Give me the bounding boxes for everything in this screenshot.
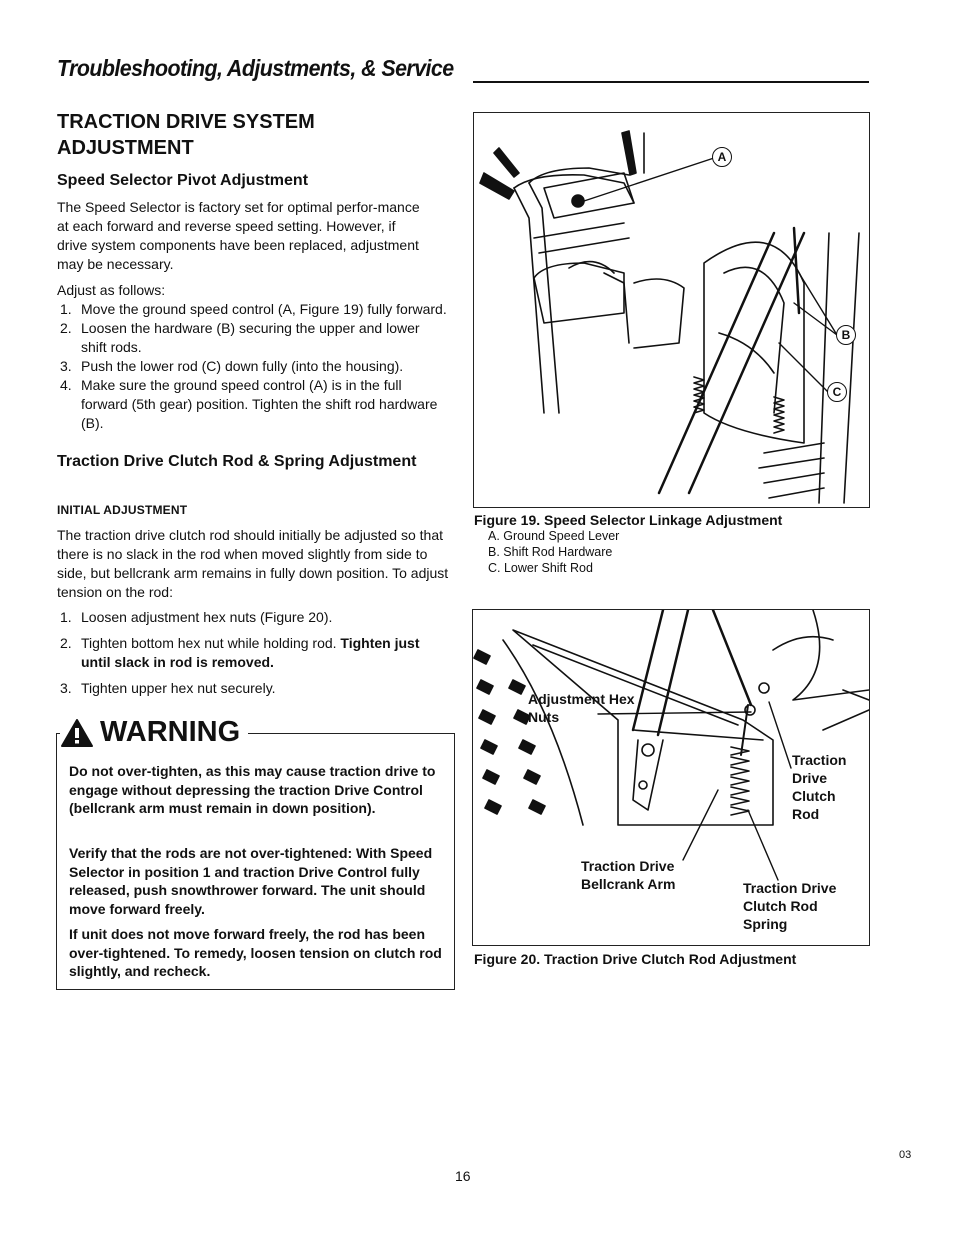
legend-item: B. Shift Rod Hardware <box>488 545 613 559</box>
label-traction-drive-clutch-rod-spring: Traction Drive Clutch Rod Spring <box>743 880 837 932</box>
legend-item: C. Lower Shift Rod <box>488 561 593 575</box>
label-traction-drive-clutch-rod: Traction Drive Clutch Rod <box>792 752 847 822</box>
speed-selector-heading: Speed Selector Pivot Adjustment <box>57 172 309 189</box>
clutch-rod-intro: The traction drive clutch rod should initially be adjusted so that there is no slack in the rod when moved slightly from side to side, but bellcrank arm remains in fully down position. To adjust tension on the rod: <box>57 527 449 600</box>
warning-paragraph: Verify that the rods are not over-tightened: With Speed Selector in position 1 and traction Drive Control fully released, push snowthrower forward. The unit should move forward freely. <box>69 845 433 917</box>
callout-a: A <box>712 147 732 167</box>
label-traction-drive-bellcrank-arm: Traction Drive Bellcrank Arm <box>581 858 676 892</box>
clutch-rod-steps <box>57 608 449 698</box>
section-title: TRACTION DRIVE SYSTEM ADJUSTMENT <box>57 111 315 159</box>
figure-19-legend <box>488 528 619 576</box>
list-item: 3. Push the lower rod (C) down fully (into the housing). <box>60 358 404 374</box>
clutch-rod-heading: Traction Drive Clutch Rod & Spring Adjustment <box>57 453 417 470</box>
warning-triangle-icon <box>60 718 94 748</box>
callout-b: B <box>836 325 856 345</box>
list-item: 4. Make sure the ground speed control (A) is in the full forward (5th gear) position. Tighten the shift rod hardware (B). <box>60 377 438 431</box>
page-header-title: Troubleshooting, Adjustments, & Service <box>57 55 454 81</box>
list-item: 3. Tighten upper hex nut securely. <box>60 680 276 696</box>
legend-item: A. Ground Speed Lever <box>488 529 620 543</box>
list-item: 1. Loosen adjustment hex nuts (Figure 20). <box>60 609 333 625</box>
warning-paragraph: Do not over-tighten, as this may cause traction drive to engage without depressing the traction Drive Control (bellcrank arm must remain in down position). <box>69 763 436 816</box>
document-code: 03 <box>899 1149 912 1161</box>
speed-selector-intro: The Speed Selector is factory set for optimal perfor-mance at each forward and reverse speed setting. However, if drive system components have been replaced, adjustment may be necessary. <box>57 199 420 272</box>
list-item: 1. Move the ground speed control (A, Figure 19) fully forward. <box>60 301 447 317</box>
adjust-label: Adjust as follows: <box>57 282 166 298</box>
initial-adjustment-subheading: INITIAL ADJUSTMENT <box>57 503 188 517</box>
page-number: 16 <box>455 1168 471 1184</box>
figure-19-illustration <box>473 112 870 508</box>
warning-title: WARNING <box>100 716 241 748</box>
warning-header <box>60 716 248 749</box>
list-item: 2. Loosen the hardware (B) securing the upper and lower shift rods. <box>60 320 420 355</box>
snowthrower-handle-illustration <box>474 113 869 507</box>
header-rule <box>473 81 869 83</box>
label-adjustment-hex-nuts: Adjustment Hex Nuts <box>528 691 635 725</box>
callout-c: C <box>827 382 847 402</box>
speed-selector-steps <box>57 300 449 433</box>
list-item: 2. Tighten bottom hex nut while holding rod. Tighten just until slack in rod is removed. <box>60 635 420 670</box>
figure-20-caption: Figure 20. Traction Drive Clutch Rod Adjustment <box>474 951 797 967</box>
figure-20-illustration <box>472 609 870 946</box>
figure-19-caption: Figure 19. Speed Selector Linkage Adjustment <box>474 512 783 528</box>
warning-paragraph: If unit does not move forward freely, the rod has been over-tightened. To remedy, loosen tension on clutch rod slightly, and recheck. <box>69 926 442 979</box>
